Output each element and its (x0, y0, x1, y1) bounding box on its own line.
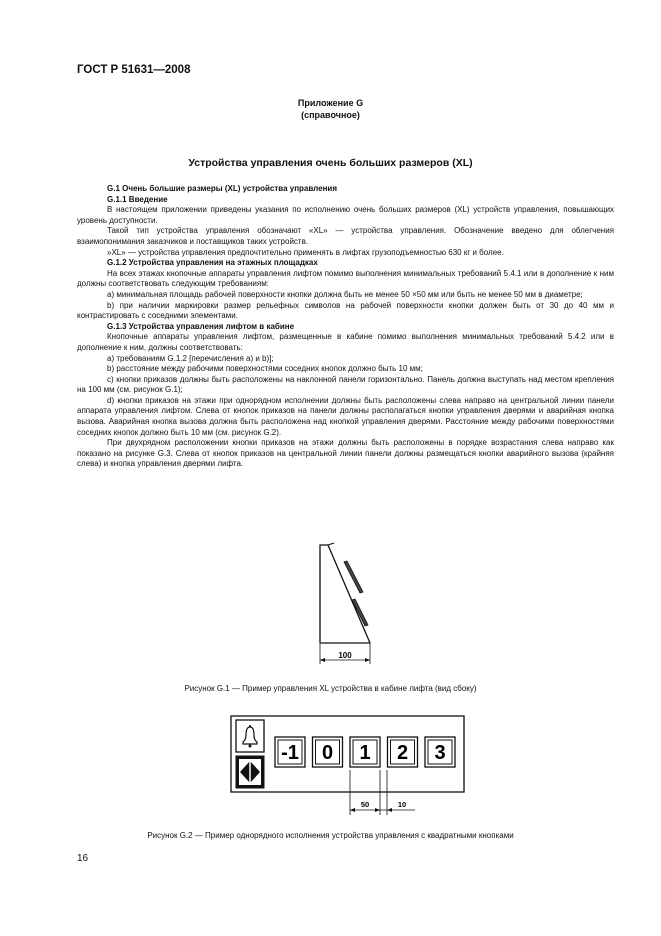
floor-button-label: 2 (396, 742, 409, 764)
paragraph: При двухрядном расположении кнопки приказов на этажи должны быть расположены в порядке возрастания слева направо как показано на рисунке G.3. Слева от кнопок приказов на центральной линии панели должны размещаться кнопки аварийного вызова (крайняя слева) и кнопка управления дверями лифта. (77, 438, 614, 469)
panel-side-view (320, 545, 370, 643)
dimension-arrow (375, 808, 380, 812)
figure-g1-caption: Рисунок G.1 — Пример управления XL устройства в кабине лифта (вид сбоку) (184, 684, 477, 693)
dimension-label: 100 (338, 651, 352, 660)
dimension-arrow (387, 808, 392, 812)
figure-g1 (300, 540, 390, 670)
floor-button-label: 3 (434, 742, 446, 764)
dimension-arrow (365, 658, 370, 662)
subsection-heading: G.1 Очень большие размеры (XL) устройства управления (107, 184, 338, 193)
dimension-arrow (350, 808, 355, 812)
paragraph: В настоящем приложении приведены указания по исполнению очень больших размеров (XL) устройств управления, повышающих уровень доступности. (77, 205, 614, 225)
panel-top-edge (328, 543, 334, 545)
paragraph: b) при наличии маркировки размер рельефных символов на рабочей поверхности кнопки должен быть от 30 до 40 мм и контрастировать с соседними элементами. (77, 300, 614, 321)
floor-button-label: 1 (359, 742, 371, 764)
paragraph: a) требованиям G.1.2 [перечисления a) и b)]; (107, 353, 274, 363)
page-number: 16 (77, 853, 89, 864)
alarm-button (236, 720, 264, 752)
figure-g2 (230, 715, 470, 820)
paragraph: d) кнопки приказов на этажи при однорядном исполнении должны быть расположены слева направо на центральной линии панели аппарата управления лифтом. Слева от кнопок приказов на панели должны располагаться кнопки управления дверями и аварийная кнопка вызова. Аварийная кнопка вызова должна быть расположена над кнопкой управления дверями. Расстояние между рабочими поверхностями соседних кнопок должно быть 10 мм (см. рисунок G.2). (77, 395, 614, 437)
subsection-heading: G.1.1 Введение (107, 194, 168, 204)
paragraph: b) расстояние между рабочими поверхностями соседних кнопок должно быть 10 мм; (107, 364, 423, 374)
floor-button-label: -1 (281, 742, 299, 764)
annex-title: Приложение G (297, 98, 364, 108)
figure-g2-caption: Рисунок G.2 — Пример однорядного исполнения устройства управления с квадратными кнопками (147, 831, 514, 840)
document-header: ГОСТ Р 51631—2008 (77, 64, 191, 76)
section-title: Устройства управления очень больших размеров (XL) (188, 157, 473, 169)
paragraph: На всех этажах кнопочные аппараты управления лифтом помимо выполнения минимальных требований 5.4.1 или в дополнение к ним должны соответствовать следующим требованиям: (77, 268, 614, 289)
floor-buttons (275, 737, 455, 767)
body-text (77, 184, 614, 470)
subsection-heading: G.1.3 Устройства управления лифтом в кабине (107, 321, 295, 331)
dimension-arrow (320, 658, 325, 662)
dimension-label-50: 50 (360, 800, 370, 809)
floor-button (388, 737, 418, 767)
paragraph: a) минимальная площадь рабочей поверхности кнопки должна быть не менее 50 ×50 мм или быть не менее 50 мм в диаметре; (107, 289, 583, 299)
paragraph: Кнопочные аппараты управления лифтом, размещенные в кабине помимо выполнения минимальных требований 5.4.2 или в дополнение к ним, должны соответствовать: (77, 332, 614, 352)
floor-button (425, 737, 455, 767)
floor-button (350, 737, 380, 767)
floor-button-label: 0 (321, 742, 334, 764)
dimension-label-10: 10 (397, 800, 407, 809)
paragraph: »XL» — устройства управления предпочтительно применять в лифтах грузоподъемностью 630 кг и более. (107, 247, 504, 257)
door-button (236, 756, 264, 788)
paragraph: Такой тип устройства управления обозначают «XL» — устройства управления. Обозначение введено для облегчения взаимопонимания заказчиков и поставщиков таких устройств. (77, 226, 614, 246)
subsection-heading: G.1.2 Устройства управления на этажных площадках (107, 258, 318, 268)
floor-button (275, 737, 305, 767)
annex-subtitle: (справочное) (301, 110, 360, 120)
floor-button (313, 737, 343, 767)
paragraph: c) кнопки приказов должны быть расположены на наклонной панели горизонтально. Панель должна выступать над местом крепления на 100 мм (см. рисунок G.1); (77, 374, 614, 395)
